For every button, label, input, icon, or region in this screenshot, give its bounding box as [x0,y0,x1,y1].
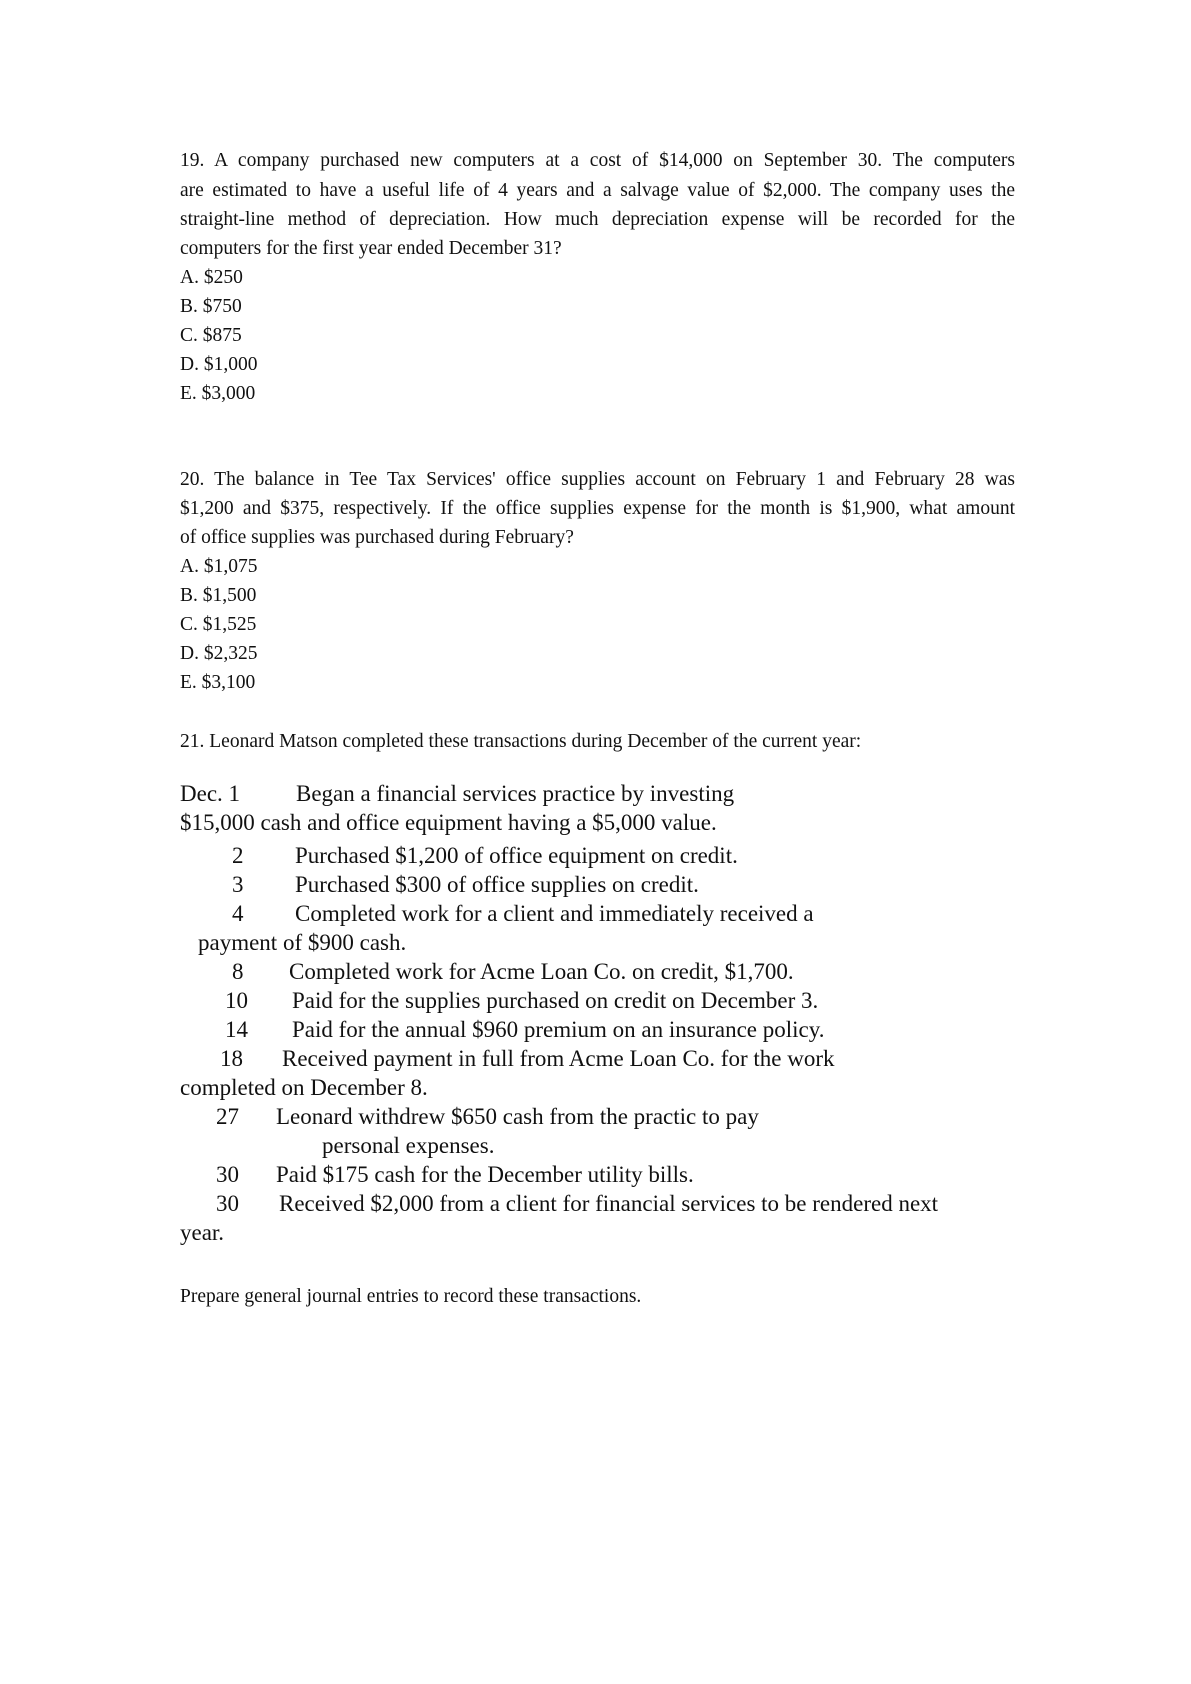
transaction-item [232,901,814,927]
transaction-day: 8 [232,959,244,984]
transaction-continuation: personal expenses. [322,1133,495,1158]
transaction-text: Began a financial services practice by investing [296,781,735,806]
question-20-text-line-3: of office supplies was purchased during February? [180,527,574,548]
transaction-text: Paid for the supplies purchased on credit on December 3. [292,988,819,1013]
transaction-text: Paid for the annual $960 premium on an insurance policy. [292,1017,825,1042]
transaction-text: Leonard withdrew $650 cash from the practic to pay [276,1104,759,1129]
transaction-text: Received payment in full from Acme Loan Co. for the work [282,1046,835,1071]
transaction-day: 3 [232,872,244,897]
question-20-text-line-2: $1,200 and $375, respectively. If the office supplies expense for the month is $1,900, what amount [180,498,1015,519]
transaction-item [216,1104,759,1130]
transaction-item [232,843,738,869]
question-19-option-c: C. $875 [180,325,242,346]
transaction-item [216,1191,938,1217]
transaction-day: 4 [232,901,244,926]
transaction-continuation: payment of $900 cash. [198,930,407,955]
question-20-option-e: E. $3,100 [180,672,256,693]
transaction-day: 30 [216,1191,239,1216]
question-21-instruction: Prepare general journal entries to record these transactions. [180,1286,642,1307]
question-21-intro: 21. Leonard Matson completed these transactions during December of the current year: [180,731,862,752]
transaction-text: Paid $175 cash for the December utility bills. [276,1162,694,1187]
question-19-option-a: A. $250 [180,267,243,288]
transaction-day: 18 [220,1046,243,1071]
transaction-item [225,1017,824,1043]
transaction-day: 30 [216,1162,239,1187]
transaction-continuation: $15,000 cash and office equipment having a $5,000 value. [180,810,717,835]
transaction-item [216,1162,694,1188]
transaction-text: Received $2,000 from a client for financial services to be rendered next [279,1191,939,1216]
transaction-day: Dec. 1 [180,781,241,806]
question-19-text-line-3: straight-line method of depreciation. How much depreciation expense will be recorded for the [180,209,1015,230]
transaction-continuation: year. [180,1220,225,1245]
transaction-text: Purchased $300 of office supplies on credit. [295,872,699,897]
transaction-day: 10 [225,988,248,1013]
question-20-option-c: C. $1,525 [180,614,257,635]
question-19-text-line-2: are estimated to have a useful life of 4 years and a salvage value of $2,000. The company uses the [180,180,1015,201]
transaction-day: 14 [225,1017,248,1042]
transaction-text: Completed work for a client and immediately received a [295,901,814,926]
question-20-text-line-1: 20. The balance in Tee Tax Services' office supplies account on February 1 and February 28 was [180,469,1015,490]
question-19-option-b: B. $750 [180,296,242,317]
question-19-option-e: E. $3,000 [180,383,256,404]
transaction-continuation: completed on December 8. [180,1075,428,1100]
question-19-text-line-1: 19. A company purchased new computers at a cost of $14,000 on September 30. The computers [180,150,1015,171]
transaction-item [225,988,818,1014]
transaction-item [180,781,734,807]
transaction-text: Purchased $1,200 of office equipment on credit. [295,843,738,868]
transaction-day: 2 [232,843,244,868]
transaction-text: Completed work for Acme Loan Co. on credit, $1,700. [289,959,794,984]
question-20-option-a: A. $1,075 [180,556,258,577]
question-20-option-d: D. $2,325 [180,643,258,664]
question-19-option-d: D. $1,000 [180,354,258,375]
transaction-item [232,872,699,898]
question-20-option-b: B. $1,500 [180,585,257,606]
transaction-day: 27 [216,1104,239,1129]
question-19-text-line-4: computers for the first year ended December 31? [180,238,562,259]
transaction-item [232,959,794,985]
transaction-item [220,1046,834,1072]
